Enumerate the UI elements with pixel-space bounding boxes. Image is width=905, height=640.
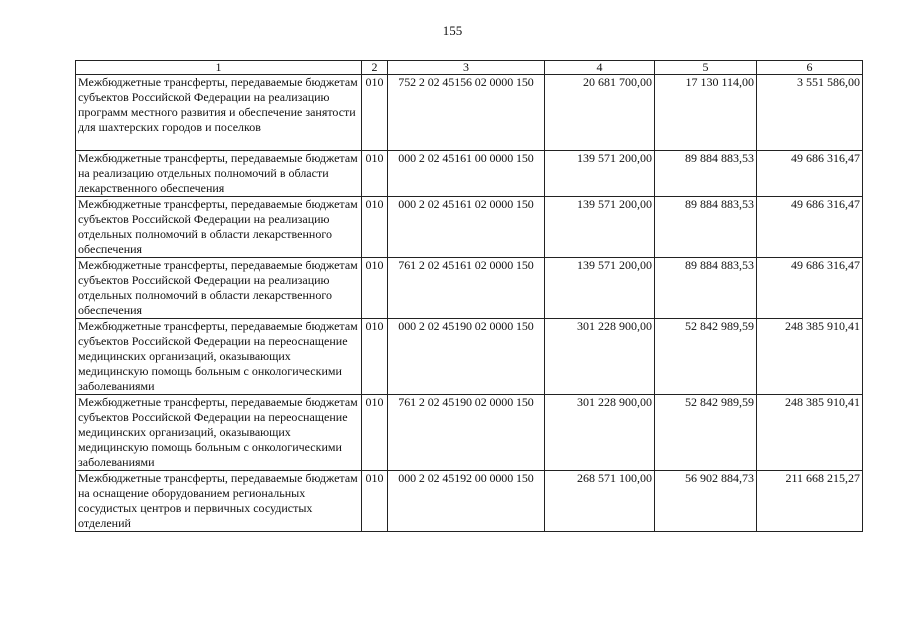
table-header-row <box>76 61 863 75</box>
row-name: Межбюджетные трансферты, передаваемые бюджетам на реализацию отдельных полномочий в области лекарственного обеспечения <box>76 151 362 197</box>
row-approved-amount: 20 681 700,00 <box>545 75 655 151</box>
table-row <box>76 75 863 151</box>
row-name: Межбюджетные трансферты, передаваемые бюджетам субъектов Российской Федерации на реализацию отдельных полномочий в области лекарственного обеспечения <box>76 258 362 319</box>
row-approved-amount: 268 571 100,00 <box>545 471 655 532</box>
column-header-5: 5 <box>655 61 757 75</box>
row-approved-amount: 139 571 200,00 <box>545 197 655 258</box>
row-budget-classification-code: 000 2 02 45190 02 0000 150 <box>388 319 545 395</box>
row-line-code: 010 <box>362 197 388 258</box>
column-header-1: 1 <box>76 61 362 75</box>
column-header-2: 2 <box>362 61 388 75</box>
row-executed-amount: 89 884 883,53 <box>655 258 757 319</box>
row-name: Межбюджетные трансферты, передаваемые бюджетам субъектов Российской Федерации на реализацию отдельных полномочий в области лекарственного обеспечения <box>76 197 362 258</box>
row-remaining-amount: 49 686 316,47 <box>757 151 863 197</box>
row-line-code: 010 <box>362 395 388 471</box>
row-budget-classification-code: 761 2 02 45161 02 0000 150 <box>388 258 545 319</box>
row-budget-classification-code: 000 2 02 45161 00 0000 150 <box>388 151 545 197</box>
row-line-code: 010 <box>362 258 388 319</box>
budget-transfers-table <box>75 60 863 532</box>
column-header-3: 3 <box>388 61 545 75</box>
row-executed-amount: 56 902 884,73 <box>655 471 757 532</box>
column-header-6: 6 <box>757 61 863 75</box>
row-remaining-amount: 49 686 316,47 <box>757 258 863 319</box>
row-name: Межбюджетные трансферты, передаваемые бюджетам субъектов Российской Федерации на переоснащение медицинских организаций, оказывающих медицинскую помощь больным с онкологическими заболеваниями <box>76 395 362 471</box>
row-remaining-amount: 211 668 215,27 <box>757 471 863 532</box>
row-approved-amount: 301 228 900,00 <box>545 395 655 471</box>
row-executed-amount: 52 842 989,59 <box>655 395 757 471</box>
row-line-code: 010 <box>362 75 388 151</box>
row-executed-amount: 89 884 883,53 <box>655 151 757 197</box>
page-number: 155 <box>442 23 463 38</box>
table-row <box>76 395 863 471</box>
table-row <box>76 258 863 319</box>
table-row <box>76 151 863 197</box>
row-line-code: 010 <box>362 319 388 395</box>
row-approved-amount: 139 571 200,00 <box>545 151 655 197</box>
row-remaining-amount: 248 385 910,41 <box>757 319 863 395</box>
row-remaining-amount: 49 686 316,47 <box>757 197 863 258</box>
row-executed-amount: 17 130 114,00 <box>655 75 757 151</box>
row-name: Межбюджетные трансферты, передаваемые бюджетам субъектов Российской Федерации на реализацию программ местного развития и обеспечение занятости для шахтерских городов и поселков <box>76 75 362 151</box>
column-header-4: 4 <box>545 61 655 75</box>
row-budget-classification-code: 752 2 02 45156 02 0000 150 <box>388 75 545 151</box>
table-row <box>76 471 863 532</box>
row-approved-amount: 301 228 900,00 <box>545 319 655 395</box>
row-line-code: 010 <box>362 151 388 197</box>
row-executed-amount: 89 884 883,53 <box>655 197 757 258</box>
table-row <box>76 319 863 395</box>
row-approved-amount: 139 571 200,00 <box>545 258 655 319</box>
table-row <box>76 197 863 258</box>
row-name: Межбюджетные трансферты, передаваемые бюджетам субъектов Российской Федерации на переоснащение медицинских организаций, оказывающих медицинскую помощь больным с онкологическими заболеваниями <box>76 319 362 395</box>
row-remaining-amount: 3 551 586,00 <box>757 75 863 151</box>
row-name: Межбюджетные трансферты, передаваемые бюджетам на оснащение оборудованием региональных сосудистых центров и первичных сосудистых отделений <box>76 471 362 532</box>
row-budget-classification-code: 000 2 02 45192 00 0000 150 <box>388 471 545 532</box>
row-budget-classification-code: 000 2 02 45161 02 0000 150 <box>388 197 545 258</box>
row-remaining-amount: 248 385 910,41 <box>757 395 863 471</box>
row-budget-classification-code: 761 2 02 45190 02 0000 150 <box>388 395 545 471</box>
row-executed-amount: 52 842 989,59 <box>655 319 757 395</box>
row-line-code: 010 <box>362 471 388 532</box>
